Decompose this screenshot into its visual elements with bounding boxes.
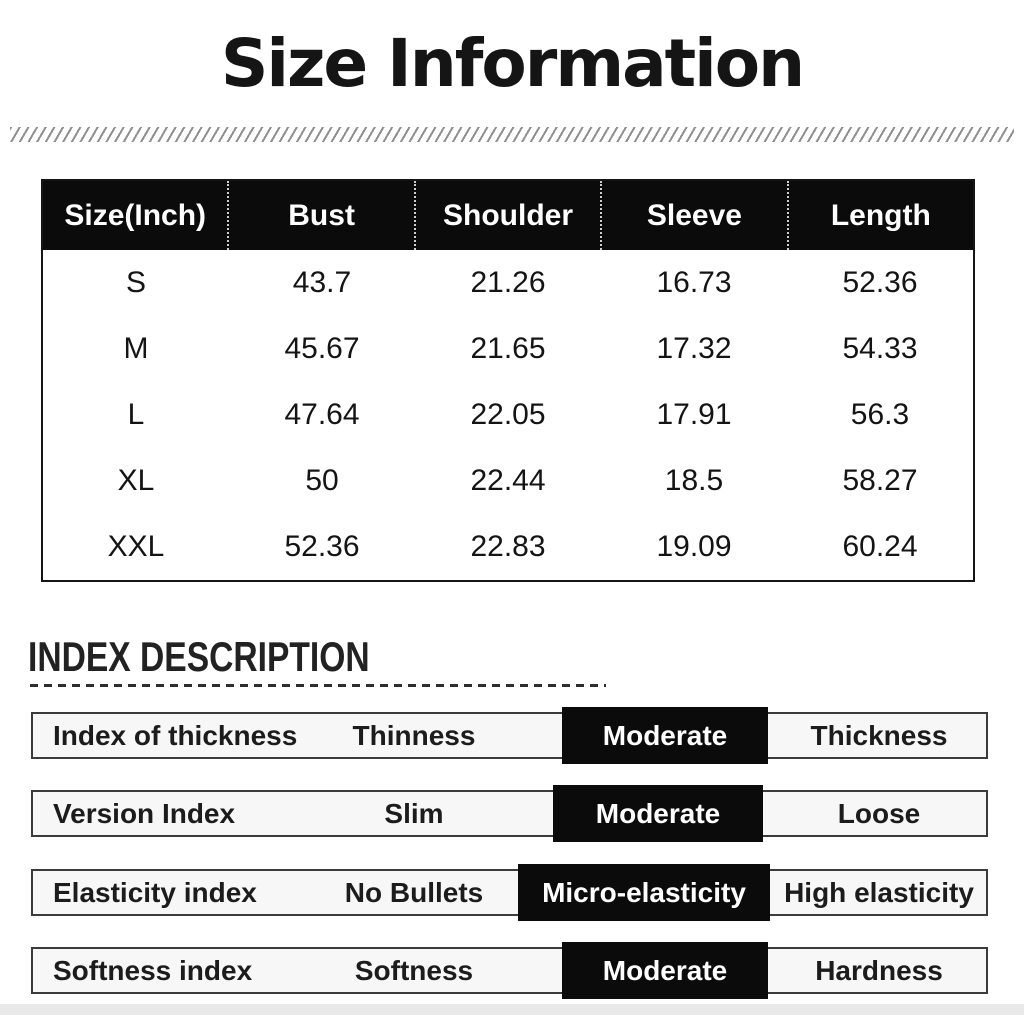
index-row-thickness (31, 712, 988, 759)
table-row (43, 250, 973, 316)
table-cell: 45.67 (284, 332, 360, 365)
index-row-label: Softness index (53, 954, 253, 986)
table-cell: 43.7 (292, 266, 352, 299)
bottom-shadow-band (0, 1004, 1024, 1015)
size-table-header-row (43, 181, 973, 250)
table-cell: 52.36 (284, 530, 360, 563)
table-cell: 22.44 (470, 464, 546, 497)
index-row-softness (31, 947, 988, 994)
table-cell: 22.05 (470, 398, 546, 431)
column-header-size: Size(Inch) (43, 181, 229, 250)
table-cell: 18.5 (664, 464, 724, 497)
table-cell: 58.27 (842, 464, 918, 497)
index-option-selected: Moderate (562, 707, 768, 764)
table-cell: 17.91 (656, 398, 732, 431)
index-option: No Bullets (344, 876, 484, 908)
index-option: Thickness (810, 719, 948, 751)
index-description-heading: INDEX DESCRIPTION (28, 633, 370, 680)
index-option: High elasticity (784, 876, 974, 908)
table-cell: 21.26 (470, 266, 546, 299)
table-cell: 47.64 (284, 398, 360, 431)
column-header-shoulder: Shoulder (416, 181, 602, 250)
table-cell: L (127, 398, 145, 431)
table-row (43, 316, 973, 382)
column-header-bust: Bust (229, 181, 415, 250)
index-row-label: Elasticity index (53, 876, 257, 908)
table-cell: 17.32 (656, 332, 732, 365)
table-cell: 56.3 (850, 398, 910, 431)
column-header-length: Length (830, 198, 931, 232)
hatched-divider (10, 127, 1014, 142)
page-title: Size Information (220, 25, 804, 102)
table-cell: 21.65 (470, 332, 546, 365)
table-cell: 54.33 (842, 332, 918, 365)
table-cell: 16.73 (656, 266, 732, 299)
index-option-selected: Moderate (553, 785, 763, 842)
table-row (43, 382, 973, 448)
table-cell: 19.09 (656, 530, 732, 563)
table-cell: XXL (107, 530, 165, 563)
size-table (41, 179, 975, 582)
index-row-label: Index of thickness (53, 719, 298, 751)
table-cell: 60.24 (842, 530, 918, 563)
table-row (43, 514, 973, 580)
table-row (43, 448, 973, 514)
index-row-label: Version Index (53, 797, 236, 829)
index-option: Hardness (815, 954, 943, 986)
dashed-divider (30, 684, 606, 687)
index-option: Loose (837, 797, 921, 829)
table-cell: 52.36 (842, 266, 918, 299)
index-row-elasticity (31, 869, 988, 916)
index-option: Softness (354, 954, 474, 986)
table-cell: M (123, 332, 149, 365)
table-cell: S (125, 266, 146, 299)
index-option: Slim (384, 797, 444, 829)
index-option: Thinness (352, 719, 476, 751)
index-row-version (31, 790, 988, 837)
table-cell: 22.83 (470, 530, 546, 563)
size-table-body (43, 250, 973, 580)
index-option-selected: Micro-elasticity (518, 864, 770, 921)
table-cell: 50 (305, 464, 339, 497)
column-header-sleeve: Sleeve (602, 181, 788, 250)
table-cell: XL (117, 464, 155, 497)
index-option-selected: Moderate (562, 942, 768, 999)
